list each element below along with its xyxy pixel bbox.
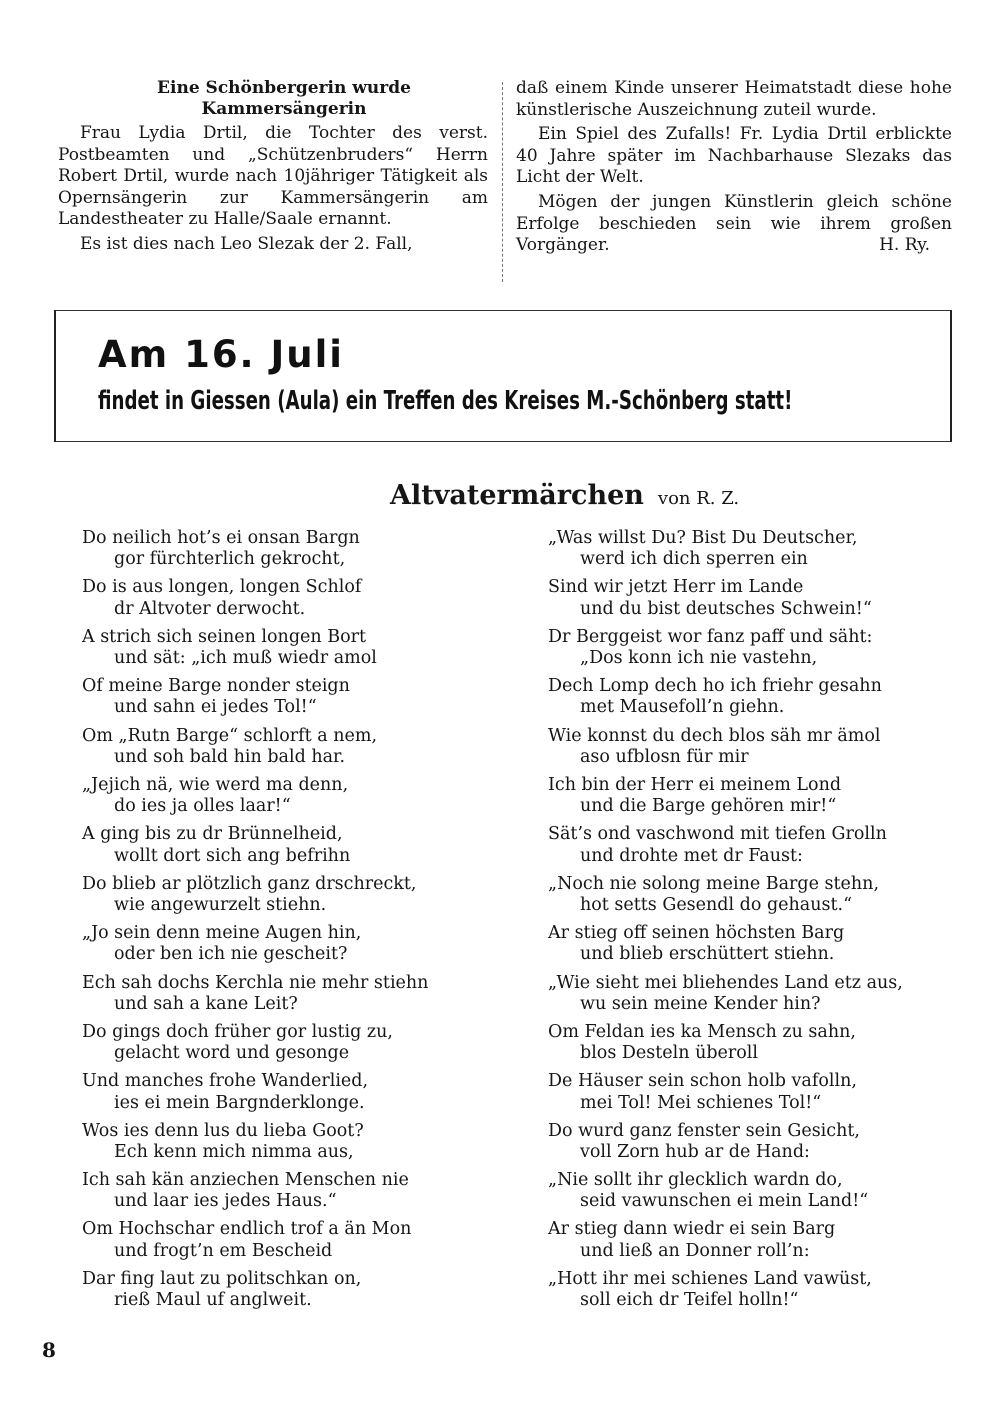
poem-line: Ich sah kän anziechen Menschen nie — [82, 1170, 409, 1191]
article-paragraph — [516, 192, 952, 257]
poem-stanza — [548, 1022, 968, 1071]
poem-stanza — [82, 874, 502, 923]
poem-stanza — [82, 824, 502, 873]
poem-stanza — [548, 528, 968, 577]
poem-line: Ich bin der Herr ei meinem Lond — [548, 774, 842, 795]
poem-line: „Dos konn ich nie vastehn, — [580, 647, 818, 668]
poem-stanza — [82, 923, 502, 972]
poem-stanza — [548, 676, 968, 725]
announcement-headline: Am 16. Juli — [98, 333, 344, 376]
page-number: 8 — [42, 1338, 56, 1362]
article-paragraph: Frau Lydia Drtil, die Tochter des verst. Postbeamten und „Schützenbruders“ Herrn Robert Drtil, wurde nach 10jähriger Tätigkeit als Opernsängerin zur Kammersängerin am Landestheater zu Halle/Saale ernannt. — [58, 123, 488, 230]
poem-heading — [390, 480, 739, 511]
poem-line: A strich sich seinen longen Bort — [82, 626, 367, 647]
poem-stanza — [82, 1219, 502, 1268]
poem-stanza — [82, 1121, 502, 1170]
poem-line: und blieb erschüttert stiehn. — [580, 944, 835, 965]
poem-line: Do wurd ganz fenster sein Gesicht, — [548, 1120, 860, 1141]
poem-line: und drohte met dr Faust: — [580, 845, 803, 866]
poem-line: met Mausefoll’n giehn. — [580, 697, 785, 718]
announcement-box — [54, 310, 952, 442]
poem-line: und frogt’n em Bescheid — [114, 1240, 333, 1261]
poem-line: voll Zorn hub ar de Hand: — [580, 1141, 810, 1162]
poem-line: Wos ies denn lus du lieba Goot? — [82, 1120, 364, 1141]
column-divider — [502, 82, 504, 282]
poem-line: „Jejich nä, wie werd ma denn, — [82, 774, 349, 795]
poem-stanza — [82, 577, 502, 626]
poem-line: Do neilich hot’s ei onsan Bargn — [82, 528, 360, 548]
poem-stanza — [548, 923, 968, 972]
poem-line: Dar fing laut zu politschkan on, — [82, 1268, 362, 1289]
poem-title: Altvatermärchen — [390, 480, 644, 511]
poem-line: und sahn ei jedes Tol!“ — [114, 697, 317, 718]
poem-stanza — [82, 1071, 502, 1120]
poem-line: „Noch nie solong meine Barge stehn, — [548, 873, 880, 894]
poem-line: Ar stieg off seinen höchsten Barg — [548, 923, 845, 944]
article-paragraph-text: Mögen der jungen Künstlerin gleich schöne Erfolge beschieden sein wie ihrem großen Vorgänger. — [516, 191, 952, 256]
poem-stanza — [82, 973, 502, 1022]
poem-line: Dr Berggeist wor fanz paff und säht: — [548, 626, 873, 647]
article-right-column — [516, 78, 952, 257]
poem-line: gor fürchterlich gekrocht, — [114, 549, 346, 570]
poem-line: werd ich dich sperren ein — [580, 549, 808, 570]
article-left-column — [58, 78, 488, 256]
poem-stanza — [82, 1170, 502, 1219]
poem-line: und laar ies jedes Haus.“ — [114, 1191, 337, 1212]
poem-stanza — [548, 1219, 968, 1268]
article-title: Eine Schönbergerin wurde Kammersängerin — [157, 78, 411, 119]
poem-line: De Häuser sein schon holb vafolln, — [548, 1071, 857, 1092]
poem-line: „Wie sieht mei bliehendes Land etz aus, — [548, 972, 903, 993]
poem-stanza — [548, 1071, 968, 1120]
poem-line: mei Tol! Mei schienes Tol!“ — [580, 1092, 822, 1113]
poem-line: Om Feldan ies ka Mensch zu sahn, — [548, 1021, 856, 1042]
poem-line: und sät: „ich muß wiedr amol — [114, 647, 377, 668]
announcement-subline: findet in Giessen (Aula) ein Treffen des Kreises M.-Schönberg statt! — [98, 386, 793, 416]
poem-line: A ging bis zu dr Brünnelheid, — [82, 824, 343, 845]
poem-left-column — [82, 528, 502, 1318]
poem-line: Do blieb ar plötzlich ganz drschreckt, — [82, 873, 417, 894]
article-paragraph: daß einem Kinde unserer Heimatstadt diese hohe künstlerische Auszeichnung zuteil wurde. — [516, 78, 952, 120]
poem-line: „Hott ihr mei schienes Land vawüst, — [548, 1268, 872, 1289]
poem-stanza — [82, 775, 502, 824]
poem-line: und sah a kane Leit? — [114, 993, 298, 1014]
poem-line: do ies ja olles laar!“ — [114, 796, 291, 817]
poem-stanza — [82, 1022, 502, 1071]
poem-byline: von R. Z. — [657, 488, 740, 509]
poem-line: und soh bald hin bald har. — [114, 746, 346, 767]
poem-line: „Jo sein denn meine Augen hin, — [82, 923, 362, 944]
poem-line: Ar stieg dann wiedr ei sein Barg — [548, 1219, 836, 1240]
poem-stanza — [548, 775, 968, 824]
poem-stanza — [548, 627, 968, 676]
poem-line: gelacht word und gesonge — [114, 1043, 350, 1064]
poem-line: Und manches frohe Wanderlied, — [82, 1071, 369, 1092]
poem-line: rieß Maul uf anglweit. — [114, 1290, 312, 1311]
poem-stanza — [82, 627, 502, 676]
poem-line: „Nie sollt ihr glecklich wardn do, — [548, 1170, 843, 1191]
poem-line: oder ben ich nie gescheit? — [114, 944, 348, 965]
poem-line: Do is aus longen, longen Schlof — [82, 577, 362, 598]
poem-line: Ech sah dochs Kerchla nie mehr stiehn — [82, 972, 429, 993]
poem-line: und die Barge gehören mir!“ — [580, 796, 837, 817]
poem-line: Sät’s ond vaschwond mit tiefen Grolln — [548, 824, 887, 845]
poem-line: Sind wir jetzt Herr im Lande — [548, 577, 804, 598]
poem-stanza — [82, 528, 502, 577]
article-paragraph: Es ist dies nach Leo Slezak der 2. Fall, — [80, 233, 413, 254]
poem-line: und ließ an Donner roll’n: — [580, 1240, 810, 1261]
poem-stanza — [82, 676, 502, 725]
poem-line: Om Hochschar endlich trof a än Mon — [82, 1219, 412, 1240]
poem-stanza — [82, 726, 502, 775]
poem-stanza — [548, 1121, 968, 1170]
poem-line: seid vawunschen ei mein Land!“ — [580, 1191, 869, 1212]
poem-stanza — [548, 973, 968, 1022]
poem-line: blos Desteln überoll — [580, 1043, 758, 1064]
poem-line: soll eich dr Teifel holln!“ — [580, 1290, 799, 1311]
poem-line: dr Altvoter derwocht. — [114, 598, 306, 619]
poem-line: Dech Lomp dech ho ich friehr gesahn — [548, 676, 882, 697]
poem-stanza — [548, 824, 968, 873]
poem-line: aso ufblosn für mir — [580, 746, 749, 767]
poem-line: wu sein meine Kender hin? — [580, 993, 821, 1014]
poem-stanza — [82, 1269, 502, 1318]
poem-stanza — [548, 874, 968, 923]
poem-line: Om „Rutn Barge“ schlorft a nem, — [82, 725, 378, 746]
poem-line: und du bist deutsches Schwein!“ — [580, 598, 872, 619]
poem-line: hot setts Gesendl do gehaust.“ — [580, 894, 853, 915]
poem-stanza — [548, 1170, 968, 1219]
article-paragraph: Ein Spiel des Zufalls! Fr. Lydia Drtil erblickte 40 Jahre später im Nachbarhause Slezaks das Licht der Welt. — [516, 124, 952, 188]
poem-line: wie angewurzelt stiehn. — [114, 894, 327, 915]
poem-stanza — [548, 1269, 968, 1318]
poem-right-column — [548, 528, 968, 1318]
article-signature: H. Ry. — [879, 235, 930, 256]
poem-line: Wie konnst du dech blos säh mr ämol — [548, 725, 881, 746]
poem-line: Of meine Barge nonder steign — [82, 676, 350, 697]
poem-line: ies ei mein Bargnderklonge. — [114, 1092, 365, 1113]
poem-line: „Was willst Du? Bist Du Deutscher, — [548, 528, 858, 548]
poem-line: Do gings doch früher gor lustig zu, — [82, 1021, 393, 1042]
poem-line: Ech kenn mich nimma aus, — [114, 1141, 354, 1162]
poem-line: wollt dort sich ang befrihn — [114, 845, 351, 866]
poem-stanza — [548, 726, 968, 775]
poem-stanza — [548, 577, 968, 626]
